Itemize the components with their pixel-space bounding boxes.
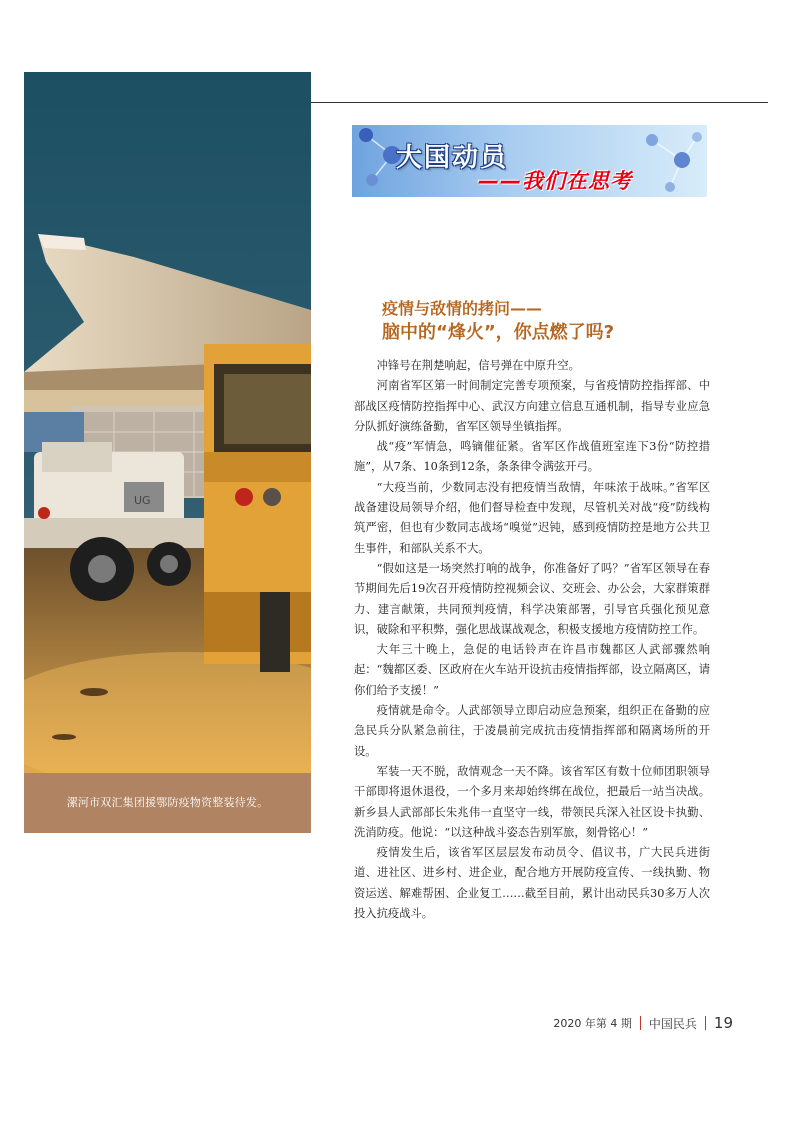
page-footer [553,1014,733,1032]
paragraph: “大疫当前，少数同志没有把疫情当敌情，年味浓于战味。”省军区战备建设局领导介绍，他们督导检查中发现，尽管机关对战“疫”防线构筑严密，但也有少数同志战场“嗅觉”迟钝，感到疫情防控是地方公共卫生事件，和部队关系不大。 [354,480,710,555]
headline-line-1: 疫情与敌情的拷问—— [382,299,543,318]
footer-divider [640,1016,641,1030]
airport-cargo-illustration [24,72,311,773]
cover-photo [24,72,311,773]
paragraph: 河南省军区第一时间制定完善专项预案，与省疫情防控指挥部、中部战区疫情防控指挥中心、武汉方向建立信息互通机制，指导专业应急分队抓好演练备勤，省军区领导坐镇指挥。 [354,379,710,433]
issue-label: 2020 年第 4 期 [553,1017,632,1030]
svg-text:UG: UG [134,494,151,507]
paragraph: 军装一天不脱，敌情观念一天不降。该省军区有数十位师团职领导干部即将退休退役，一个多月来却始终绑在战位，把最后一站当决战。新乡县人武部部长朱兆伟一直坚守一线，带领民兵深入社区设卡执勤、洗消防疫。他说：“以这种战斗姿态告别军旅，刻骨铭心！” [354,764,710,839]
article-body [354,356,710,924]
paragraph: 疫情就是命令。人武部领导立即启动应急预案，组织正在备勤的应急民兵分队紧急前往，于凌晨前完成抗击疫情指挥部和隔离场所的开设。 [354,704,710,758]
headline-line-2: 脑中的“烽火”，你点燃了吗? [382,322,615,343]
page-number: 19 [713,1014,733,1032]
banner-title: 大国动员 [396,143,509,173]
paragraph: 疫情发生后，该省军区层层发布动员令、倡议书，广大民兵进街道、进社区、进乡村、进企业，配合地方开展防疫宣传、一线执勤、物资运送、解难帮困、企业复工……截至目前，累计出动民兵30多万人次投入抗疫战斗。 [354,846,710,921]
paragraph: 大年三十晚上，急促的电话铃声在许昌市魏都区人武部骤然响起：“魏都区委、区政府在火车站开设抗击疫情指挥部，设立隔离区，请你们给予支援！” [354,643,710,697]
header-rule [311,102,768,103]
banner-subtitle: ——我们在思考 [478,169,632,193]
footer-divider [705,1016,706,1030]
paragraph: “假如这是一场突然打响的战争，你准备好了吗？”省军区领导在春节期间先后19次召开疫情防控视频会议、交班会、办公会，大家群策群力、建言献策，共同预判疫情，科学决策部署，引导官兵强化预见意识，破除和平积弊，强化思战谋战观念，积极支援地方疫情防控工作。 [354,561,710,636]
photo-caption: 漯河市双汇集团援鄂防疫物资整装待发。 [24,773,311,833]
paragraph: 冲锋号在荆楚响起，信号弹在中原升空。 [376,359,580,372]
magazine-name: 中国民兵 [648,1016,697,1031]
paragraph: 战“疫”军情急，鸣镝催征紧。省军区作战值班室连下3份“防控措施”，从7条、10条到12条，条条律令满弦开弓。 [354,440,710,474]
column-banner [352,125,707,197]
article-headline [382,298,712,346]
